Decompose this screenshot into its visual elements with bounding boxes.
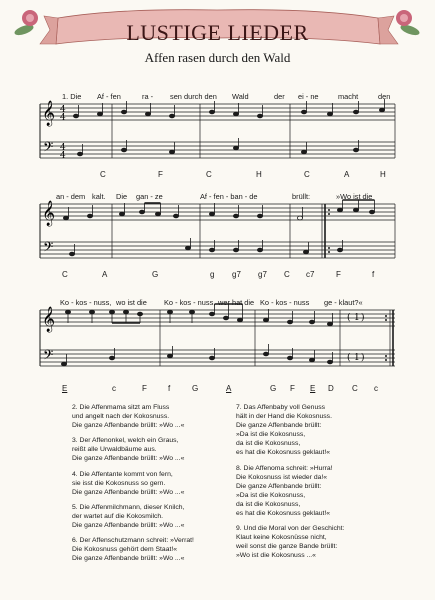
chord-label: c7 <box>306 270 315 279</box>
svg-text:4: 4 <box>60 151 66 161</box>
verse-9: 9. Und die Moral von der Geschicht: Klaut keine Kokosnüsse nicht, weil sonst die ganze Bande brüllt: »Wo ist die Kokosnuss ...« <box>236 525 345 560</box>
chord-label: C <box>62 270 68 279</box>
verse-5: 5. Die Affenmilchmann, dieser Knilch, der wartet auf die Kokosmilch. Die ganze Affenbande brüllt: »Wo ...« <box>72 503 185 530</box>
chord-label: F <box>336 270 341 279</box>
song-title: Affen rasen durch den Wald <box>144 50 291 65</box>
svg-text:1: 1 <box>354 353 360 363</box>
lyric: ge - klaut?« <box>324 298 363 307</box>
chord-label: C <box>206 170 212 179</box>
lyric: Die <box>116 192 128 201</box>
svg-text:(: ( <box>347 353 351 363</box>
lyric: den <box>378 92 391 101</box>
lyric: Ko - kos - nuss <box>260 298 310 307</box>
chord-label: A <box>226 384 232 393</box>
music-system-2 <box>0 186 435 282</box>
verse-6: 6. Der Affenschutzmann schreit: »Verrat! Die Kokosnuss gehört dem Staat!« Die ganze Affenbande brüllt: »Wo ...« <box>72 537 194 563</box>
lyric: Af - fen - ban - de <box>200 192 258 201</box>
chord-label: F <box>158 170 163 179</box>
chord-label: C <box>304 170 310 179</box>
verse-4: 4. Die Affentante kommt von fern, sie isst die Kokosnuss so gern. Die ganze Affenbande brüllt: »Wo ...« <box>72 470 185 496</box>
verse-2: 2. Die Affenmama sitzt am Fluss und angelt nach der Kokosnuss. Die ganze Affenbande brüllt: »Wo ...« <box>72 404 185 430</box>
svg-text:4: 4 <box>60 143 66 153</box>
svg-text:(: ( <box>347 313 351 323</box>
chord-label: F <box>290 384 295 393</box>
lyric: Af - fen <box>97 92 121 101</box>
lyric: »Wo ist die <box>336 192 373 201</box>
verse-3: 3. Der Affenonkel, welch ein Graus, reißt alle Urwaldbäume aus. Die ganze Affenbande brüllt: »Wo ...« <box>72 437 185 463</box>
chord-label: G <box>270 384 277 393</box>
chord-label: g7 <box>258 270 267 279</box>
treble-clef-icon: 𝄞 <box>42 307 56 332</box>
chord-label: g7 <box>232 270 241 279</box>
lyric: an - dem <box>56 192 86 201</box>
chord-label: A <box>102 270 108 279</box>
chord-label: C <box>100 170 106 179</box>
lyric: 1. Die <box>62 92 82 101</box>
svg-text:): ) <box>361 313 365 323</box>
lyric: gan - ze <box>136 192 163 201</box>
chord-label: f <box>168 384 171 393</box>
chord-label: A <box>344 170 350 179</box>
chord-label: c <box>112 384 116 393</box>
bass-clef-icon: 𝄢 <box>43 347 54 366</box>
lyric: Wald <box>232 92 249 101</box>
lyric: sen durch den <box>170 92 217 101</box>
svg-text:4: 4 <box>60 105 66 115</box>
treble-clef-icon: 𝄞 <box>42 101 56 126</box>
verse-8: 8. Die Affenoma schreit: »Hurra! Die Kokosnuss ist wieder da!« Die ganze Affenbande brüllt: »Da ist die Kokosnuss, da ist die Kokosnuss, es hat die Kokosnuss geklaut!« <box>236 464 333 518</box>
bass-clef-icon: 𝄢 <box>43 239 54 258</box>
lyric: der <box>274 92 285 101</box>
verse-7: 7. Das Affenbaby voll Genuss hält in der Hand die Kokosnuss. Die ganze Affenbande brüllt: »Da ist die Kokosnuss, da ist die Kokosnuss, es hat die Kokosnuss geklaut!« <box>236 404 332 457</box>
treble-clef-icon: 𝄞 <box>42 201 56 226</box>
lyric: brüllt: <box>292 192 311 201</box>
staff-system-3 <box>0 292 435 396</box>
chord-label: G <box>192 384 199 393</box>
chord-label: E <box>62 384 68 393</box>
svg-text:): ) <box>361 353 365 363</box>
page-title: LUSTIGE LIEDER <box>126 20 309 45</box>
verses-right <box>236 403 344 567</box>
chord-label: c <box>374 384 378 393</box>
chord-label: g <box>210 270 215 279</box>
music-system-1 <box>0 86 435 182</box>
chord-label: D <box>328 384 334 393</box>
chord-label: F <box>142 384 147 393</box>
lyric: wo ist die <box>116 298 147 307</box>
lyric: ei - ne <box>298 92 319 101</box>
chord-label: C <box>284 270 290 279</box>
svg-text:1: 1 <box>354 313 360 323</box>
chord-label: H <box>256 170 262 179</box>
bass-clef-icon: 𝄢 <box>43 139 54 158</box>
lyric: Ko - kos - nuss, <box>60 298 112 307</box>
lyric: Ko - kos - nuss, <box>164 298 216 307</box>
chord-label: C <box>352 384 358 393</box>
chord-label: f <box>372 270 375 279</box>
chord-label: E <box>310 384 316 393</box>
lyric: ra - <box>142 92 154 101</box>
lyric: macht <box>338 92 359 101</box>
chord-label: G <box>152 270 159 279</box>
lyric: wer hat die <box>218 298 255 307</box>
chord-label: H <box>380 170 386 179</box>
verses-left <box>72 403 194 569</box>
svg-text:4: 4 <box>60 113 66 123</box>
music-system-3 <box>0 292 435 396</box>
lyric: kalt. <box>92 192 106 201</box>
